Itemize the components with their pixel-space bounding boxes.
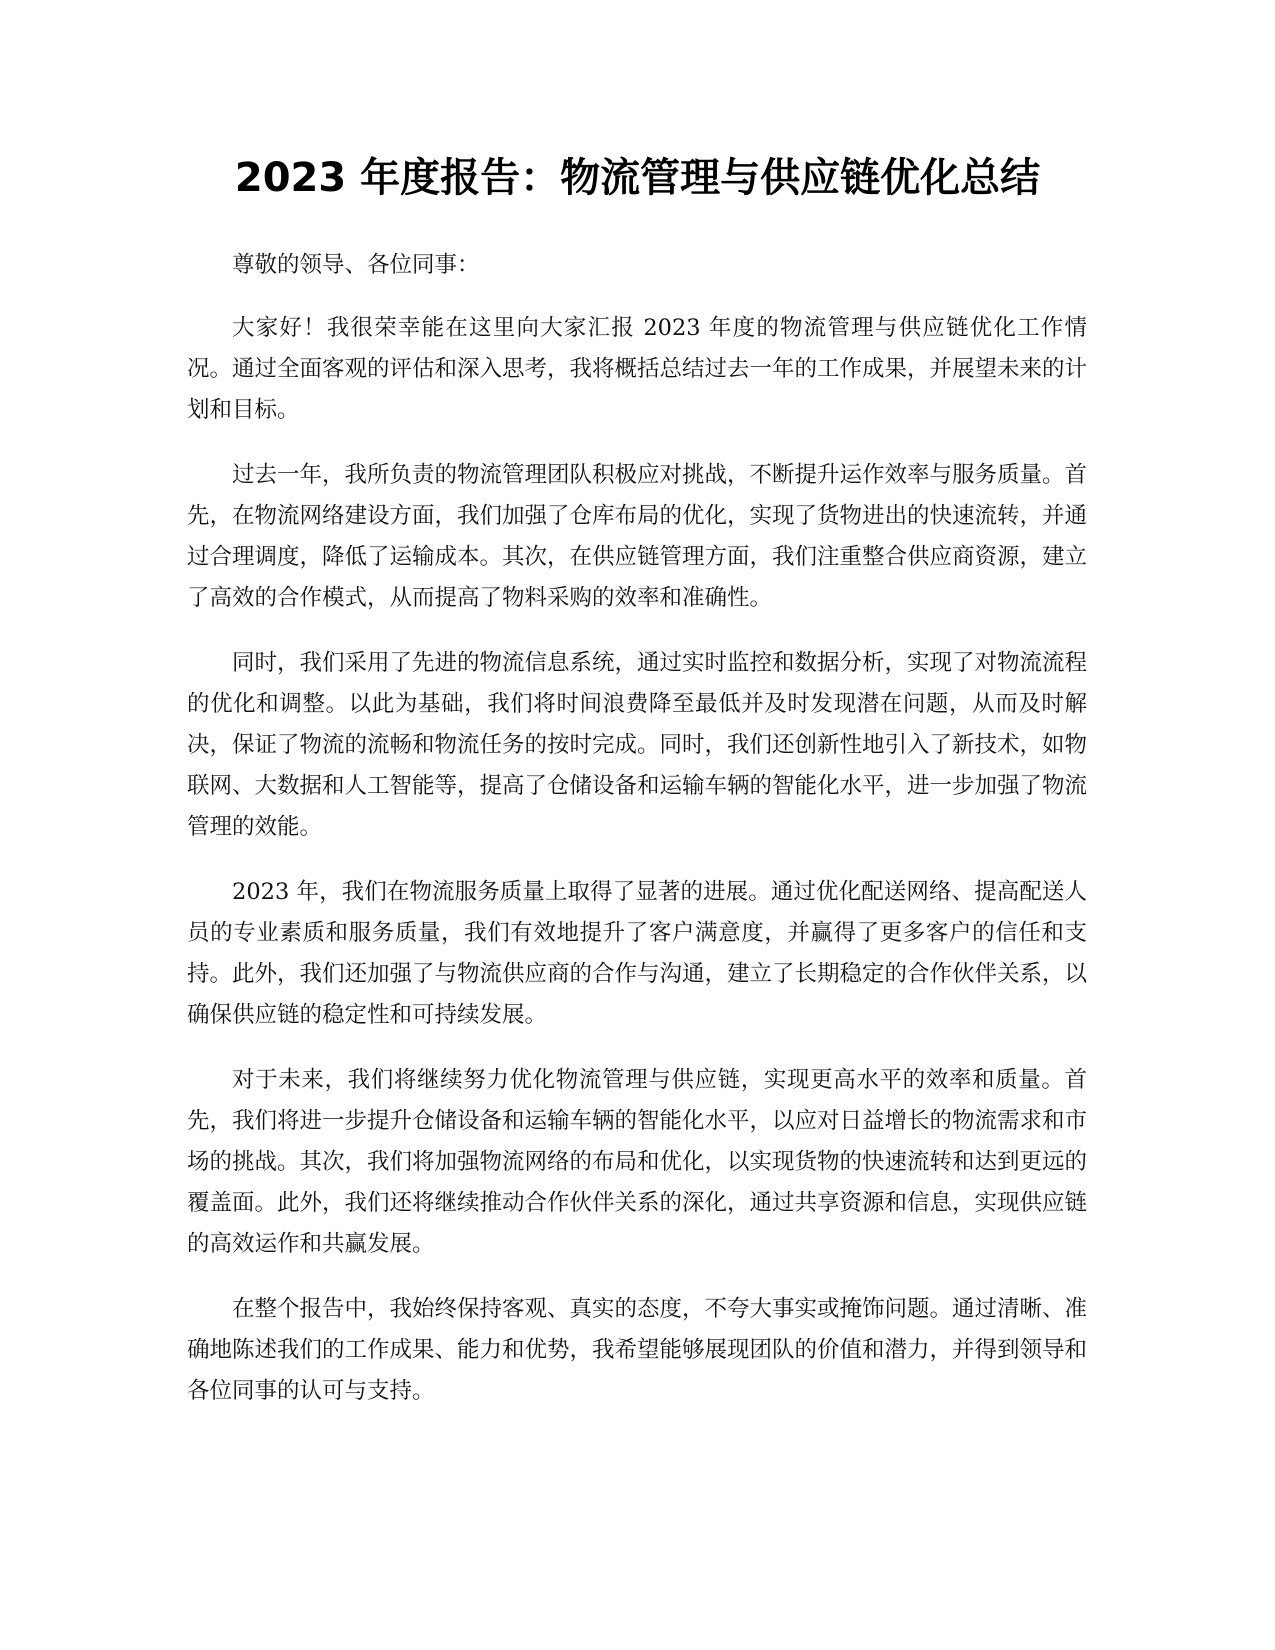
paragraph-past-year: 过去一年，我所负责的物流管理团队积极应对挑战，不断提升运作效率与服务质量。首先，在物流网络建设方面，我们加强了仓库布局的优化，实现了货物进出的快速流转，并通过合理调度，降低了运输成本。其次，在供应链管理方面，我们注重整合供应商资源，建立了高效的合作模式，从而提高了物料采购的效率和准确性。 [187, 462, 1088, 611]
document-body [187, 245, 1087, 1436]
paragraph-conclusion: 在整个报告中，我始终保持客观、真实的态度，不夸大事实或掩饰问题。通过清晰、准确地陈述我们的工作成果、能力和优势，我希望能够展现团队的价值和潜力，并得到领导和各位同事的认可与支持。 [187, 1296, 1088, 1404]
paragraph-info-system: 同时，我们采用了先进的物流信息系统，通过实时监控和数据分析，实现了对物流流程的优化和调整。以此为基础，我们将时间浪费降至最低并及时发现潜在问题，从而及时解决，保证了物流的流畅和物流任务的按时完成。同时，我们还创新性地引入了新技术，如物联网、大数据和人工智能等，提高了仓储设备和运输车辆的智能化水平，进一步加强了物流管理的效能。 [187, 650, 1088, 840]
paragraph-service-quality: 2023 年，我们在物流服务质量上取得了显著的进展。通过优化配送网络、提高配送人员的专业素质和服务质量，我们有效地提升了客户满意度，并赢得了更多客户的信任和支持。此外，我们还加强了与物流供应商的合作与沟通，建立了长期稳定的合作伙伴关系，以确保供应链的稳定性和可持续发展。 [187, 879, 1088, 1028]
page-title: 2023 年度报告：物流管理与供应链优化总结 [234, 155, 1041, 201]
greeting-paragraph: 尊敬的领导、各位同事： [232, 252, 480, 278]
paragraph-future-plans: 对于未来，我们将继续努力优化物流管理与供应链，实现更高水平的效率和质量。首先，我们将进一步提升仓储设备和运输车辆的智能化水平，以应对日益增长的物流需求和市场的挑战。其次，我们将加强物流网络的布局和优化，以实现货物的快速流转和达到更远的覆盖面。此外，我们还将继续推动合作伙伴关系的深化，通过共享资源和信息，实现供应链的高效运作和共赢发展。 [187, 1067, 1088, 1257]
paragraph-intro: 大家好！我很荣幸能在这里向大家汇报 2023 年度的物流管理与供应链优化工作情况。通过全面客观的评估和深入思考，我将概括总结过去一年的工作成果，并展望未来的计划和目标。 [187, 315, 1088, 423]
